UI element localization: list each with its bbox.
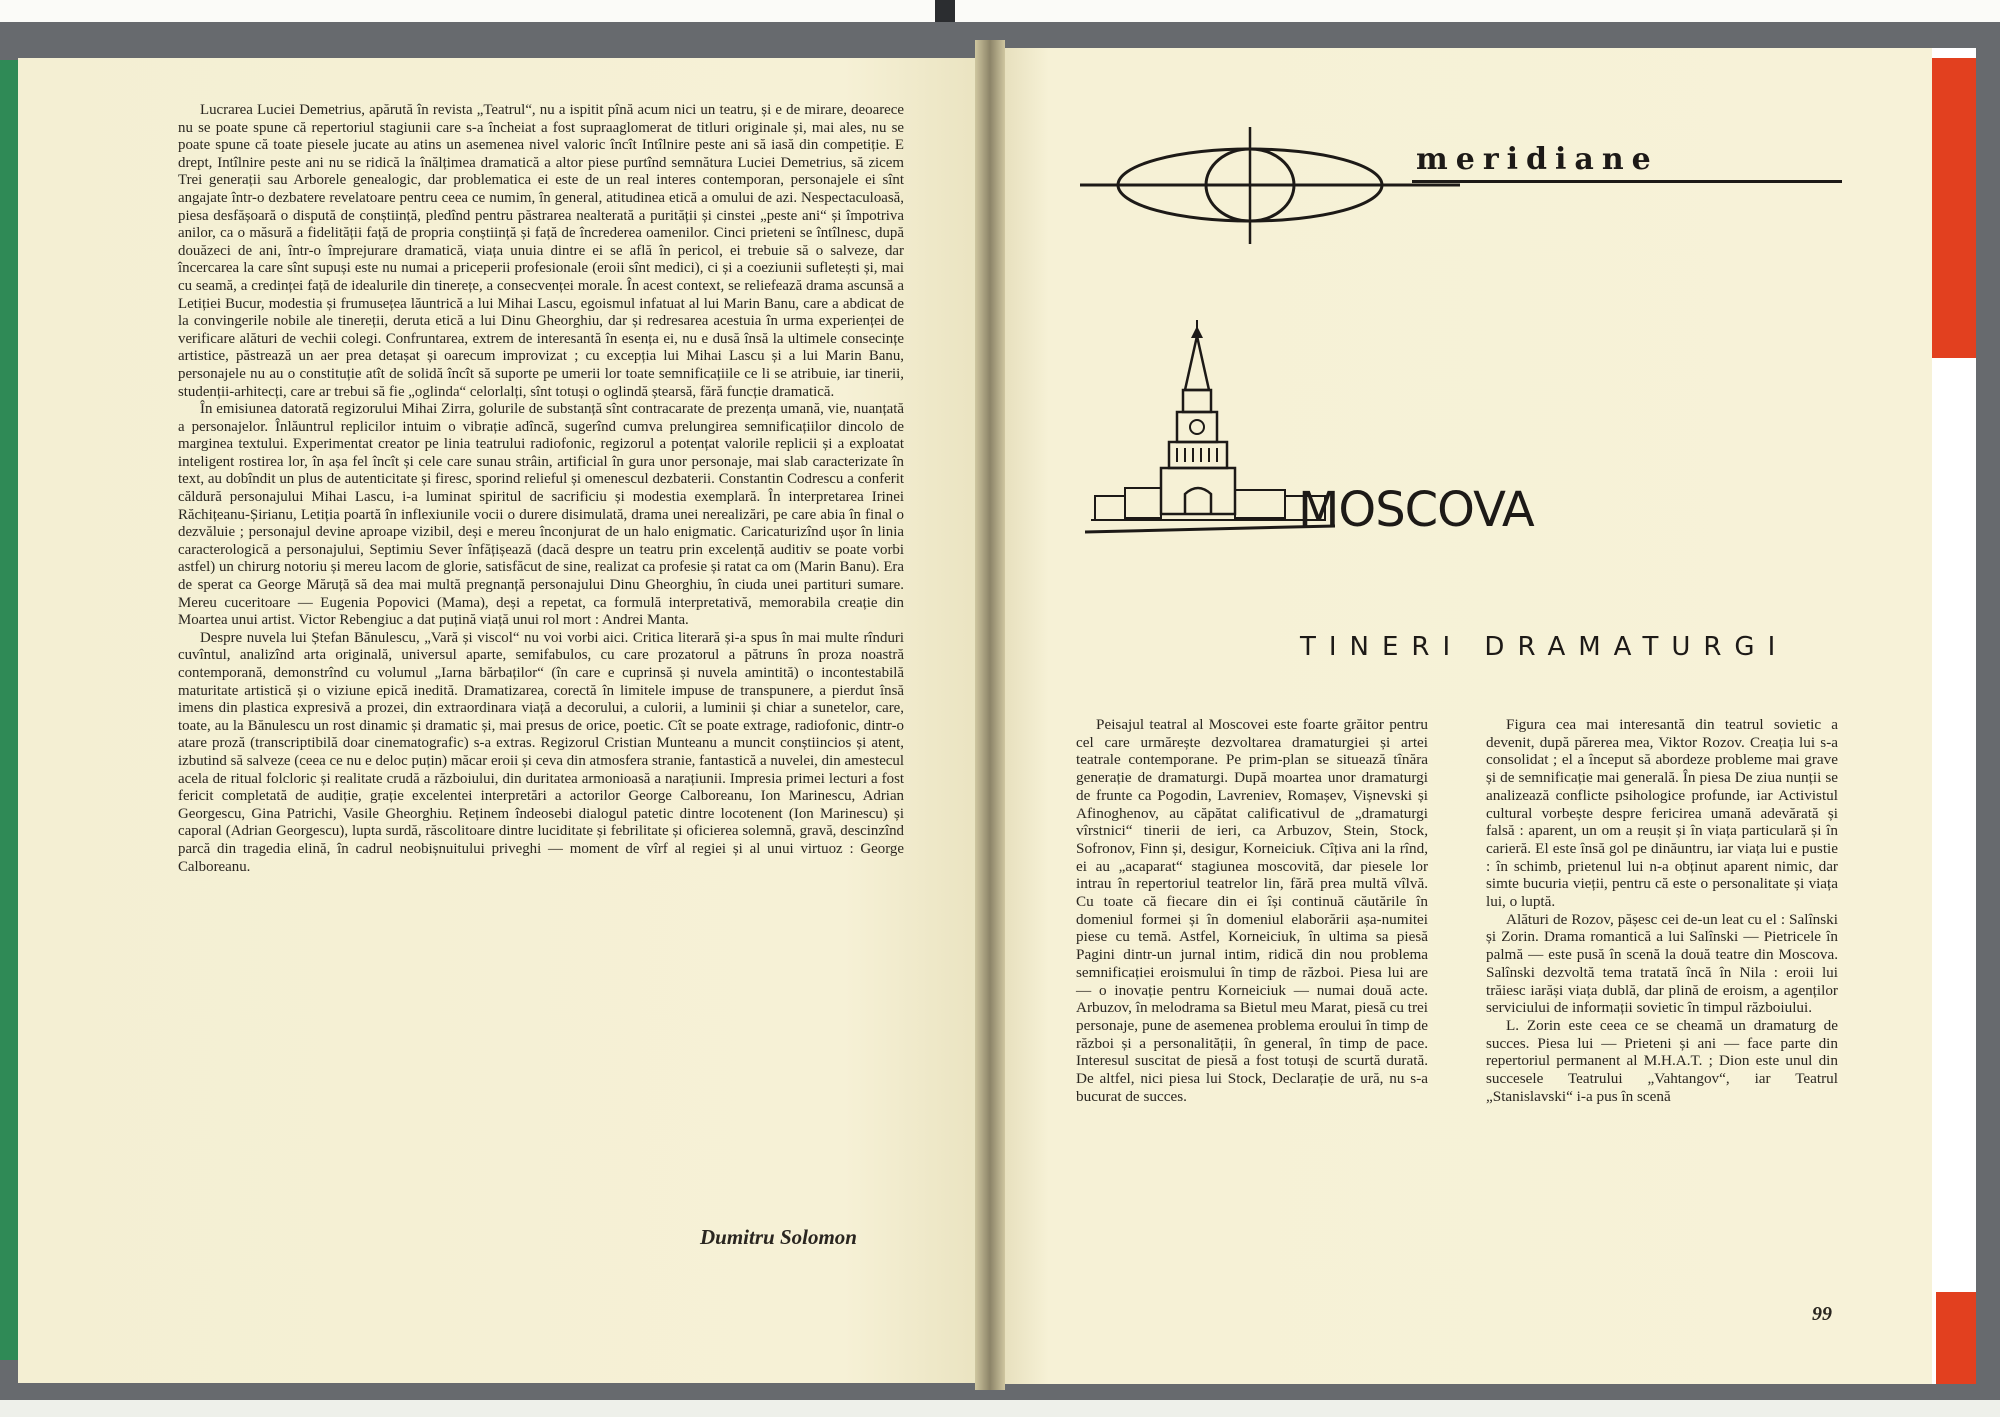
article-subtitle: TINERI DRAMATURGI xyxy=(1300,632,1789,662)
section-logo-word: meridiane xyxy=(1416,142,1659,177)
red-edge-mark-top xyxy=(1932,58,1976,358)
left-paragraph-2: În emisiunea datorată regizorului Mihai Zirra, golurile de substanță sînt contracarate de prezența umană, vie, nuanțată a personajelor. Înlăuntrul replicilor intuim o vibrație adîncă, sugerînd cumva prelungirea semnificațiilor dincolo de marginea textului. Experimentat creator pe linia teatrului radiofonic, regizorul a potențat valorile replicii și a exploatat inteligent rostirea lor, în așa fel încît și cele care sunau strâin, artificial în gura unor personaje, mai slab caracterizate în text, au dobîndit un plus de autenticitate și firesc, sporind relieful și omenescul dezbaterii. Constantin Codrescu a conferit căldură personajului Mihai Lascu, i-a luminat spiritul de sacrificiu și modestia exemplară. În interpretarea Irinei Răchițeanu-Șirianu, Letiția poartă în inflexiunile vocii o durere disimulată, drama unei nerealizări, pe care abia în final o dezvăluie ; personajul devine aproape vizibil, deși e mereu înconjurat de un halo enigmatic. Caricaturizînd ușor în linia caracterologică a personajului, Septimiu Sever înfățișează (dacă despre un teatru prin excelență auditiv se poate vorbi astfel) un chirurg notoriu și mereu lacom de glorie, satisfăcut de sine, realizat ca profesie și ratat ca om (Marin Banu). Era de sperat ca George Măruță să dea mai multă pregnanță personajului Dinu Gheorghiu, în ciuda unei partituri sumare. Mereu cuceritoare — Eugenia Popovici (Mama), deși a repetat, ca formulă interpretativă, memorabila creație din Moartea unui artist. Victor Rebengiuc a dat puțină viață unui rol mort : Andrei Manta. xyxy=(178,401,904,629)
spine-strip xyxy=(935,0,955,22)
binding-bottom-edge xyxy=(0,1400,2000,1417)
binding-top-edge xyxy=(0,0,2000,22)
red-edge-mark-bottom xyxy=(1936,1292,1976,1384)
left-paragraph-3: Despre nuvela lui Ștefan Bănulescu, „Vară și viscol“ nu voi vorbi aici. Critica literară și-a spus în mai multe rînduri cuvîntul, analizînd arta originală, universul aparte, semifabulos, cu care prozatorul a pătruns în proza noastră contemporană, demonstrînd cu volumul „Iarna bărbaților“ (în care e cuprinsă și nuvela amintită) o incontestabilă maturitate artistică și o viziune epică inedită. Dramatizarea, corectă în limitele impuse de transpunere, a pierdut însă imens din plastica expresivă a prozei, din extraordinara viață a decorului, a culorii, a luminii și chiar a sunetelor, care, toate, au la Bănulescu un rost dinamic și dramatic și, mai presus de orice, poetic. Cît se poate extrage, radiofonic, dintr-o atare proză (transcriptibilă doar cinematografic) s-a extras. Regizorul Cristian Munteanu a muncit conștiincios și atent, izbutind să salveze (ceea ce nu e deloc puțin) măcar eroii și ceva din atmosfera stranie, fantastică a nuvelei, din amestecul acela de ritual folcloric și realitate crudă a războiului, din duritatea armonioasă a narațiunii. Impresia primei lecturi a fost fericit completată de audiție, grație excelentei interpretări a actorilor George Calboreanu, Ion Marinescu, Adrian Georgescu, Gina Patrichi, Vasile Gheorghiu. Reținem îndeosebi dialogul patetic dintre locotenent (Ion Marinescu) și caporal (Adrian Georgescu), lupta surdă, răscolitoare dintre luciditate și febrilitate și oficierea solemnă, gravă, descinzînd parcă din tragedia elină, în cadrul neobișnuitului priveghi — moment de vîrf al regiei și al unui virtuoz : George Calboreanu. xyxy=(178,629,904,875)
page-gutter xyxy=(975,40,1005,1390)
right-column-1 xyxy=(1076,716,1428,1105)
left-article-body xyxy=(178,102,904,876)
globe-logo-icon xyxy=(1080,122,1460,252)
section-logo-rule xyxy=(1412,180,1842,183)
left-paragraph-1: Lucrarea Luciei Demetrius, apărută în revista „Teatrul“, nu a ispitit pînă acum nici un teatru, și e de mirare, deoarece nu se poate spune că repertoriul stagiunii care s-a încheiat a fost supraaglomerat de titluri originale și, mai ales, nu se poate spune că toate piesele jucate au atins un asemenea nivel valoric încît Intîlnire peste ani să iasă din competiție. E drept, Intîlnire peste ani nu se ridică la înălțimea dramatică a altor piese purtînd semnătura Luciei Demetrius, să zicem Trei generații sau Arborele genealogic, dar problematica ei este de un real interes contemporan, personajele ei sînt angajate într-o dezbatere revelatoare pentru ceea ce numim, în general, atitudinea etică a omului de azi. Nespectaculoasă, piesa desfășoară o dispută de conștiință, pledînd pentru păstrarea nealterată a purității și cinstei „peste ani“ și împotriva anilor, ca o măsură a fidelității față de propria conștiință și față de încrederea oamenilor. Cinci prieteni se întîlnesc, după douăzeci de ani, într-o împrejurare dramatică, viața unuia dintre ei se află în pericol, ei trebuie să o salveze, dar încercarea la care sînt supuși este nu numai a priceperii profesionale (eroii sînt medici), ci și a coeziunii sufletești și, mai cu seamă, a credinței față de idealurile din tinerețe, a consecvenței morale. În acest context, se reliefează drama ascunsă a Letiției Bucur, modestia și frumusețea lăuntrică a lui Mihai Lascu, egoismul infatuat al lui Marin Banu, care a abdicat de la convingerile nobile ale tinereții, deruta etică a lui Dinu Gheorghiu, dar și redresarea acestuia în urma experienței de verificare alături de vechii colegi. Confruntarea, extrem de interesantă în esența ei, nu e dusă însă la ultimele consecințe artistice, păstrează un aer prea detașat și oarecum improvizat ; cu excepția lui Mihai Lascu și a lui Marin Banu, personajele nu au o constituție atît de solidă încît să suporte pe umerii lor toate semnificațiile ce li se atribuie, iar tinerii, studenții-arhitecți, care ar trebui să fie „oglinda“ celorlalți, sînt totuși o oglindă ștearsă, fără funcție dramatică. xyxy=(178,102,904,400)
page-number: 99 xyxy=(1812,1303,1832,1325)
author-signature: Dumitru Solomon xyxy=(700,1225,857,1249)
col2-paragraph-1: Figura cea mai interesantă din teatrul sovietic a devenit, după părerea mea, Viktor Rozov. Creația lui s-a consolidat ; el a început să abordeze probleme mai grave și de semnificație mai generală. În piesa De ziua nunții se analizează conflicte psihologice profunde, iar Activistul cultural vorbește despre fericirea umană adevărată și falsă : aparent, un om a reușit și în viața particulară și în carieră. El este însă gol pe dinăuntru, iar viața lui e pustie : în schimb, prietenul lui n-a obținut aparent nimic, dar simte bucuria vieții, pentru că este o personalitate și viața lui, o luptă. xyxy=(1486,716,1838,911)
col1-paragraph-1: Peisajul teatral al Moscovei este foarte grăitor pentru cel care urmărește dezvoltarea dramaturgiei și artei teatrale contemporane. Pe prim-plan se situează tînăra generație de dramaturgi. După moartea unor dramaturgi de frunte ca Pogodin, Lavreniev, Romașev, Vișnevski și Afinoghenov, au căpătat calificativul de „dramaturgi vîrstnici“ tinerii de ieri, ca Arbuzov, Stein, Stock, Sofronov, Finn și, desigur, Korneiciuk. Cîțiva ani la rînd, ei au „acaparat“ stagiunea moscovită, dar piesele lor intrau în repertoriul teatrelor lin, fără prea multă vîlvă. Cu toate că fiecare din ei își continuă căutările în domeniul formei și în domeniul elaborării așa-numitei piese cu temă. Astfel, Korneiciuk, în ultima sa piesă Pagini dintr-un jurnal intim, ridică din nou problema semnificației eroismului în timp de război. Piesa lui are — o inovație pentru Korneiciuk — numai două acte. Arbuzov, în melodrama sa Bietul meu Marat, piesă cu trei personaje, pune de asemenea problema eroului în timp de război și a personalității, în general, în timp de pace. Interesul suscitat de piesă a fost totuși de scurtă durată. De altfel, nici piesa lui Stock, Declarație de ură, nu s-a bucurat de succes. xyxy=(1076,716,1429,1105)
col2-paragraph-2: Alături de Rozov, pășesc cei de-un leat cu el : Salînski și Zorin. Drama romantică a lui Salînski — Pietricele în palmă — este pusă în scenă la două teatre din Moscova. Salînski dezvoltă tema tratată încă în Nila : eroii lui trăiesc iarăși viața dublă, dar plină de eroism, a agenților serviciului de informații sovietic în timpul războiului. xyxy=(1486,910,1838,1017)
col2-paragraph-3: L. Zorin este ceea ce se cheamă un dramaturg de succes. Piesa lui — Prieteni și ani — face parte din repertoriul permanent al M.H.A.T. ; Dion este unul din succesele Teatrului „Vahtangov“, iar Teatrul „Stanislavski“ i-a pus în scenă xyxy=(1486,1016,1838,1105)
city-heading: MOSCOVA xyxy=(1298,482,1534,538)
right-column-2 xyxy=(1486,716,1838,1105)
